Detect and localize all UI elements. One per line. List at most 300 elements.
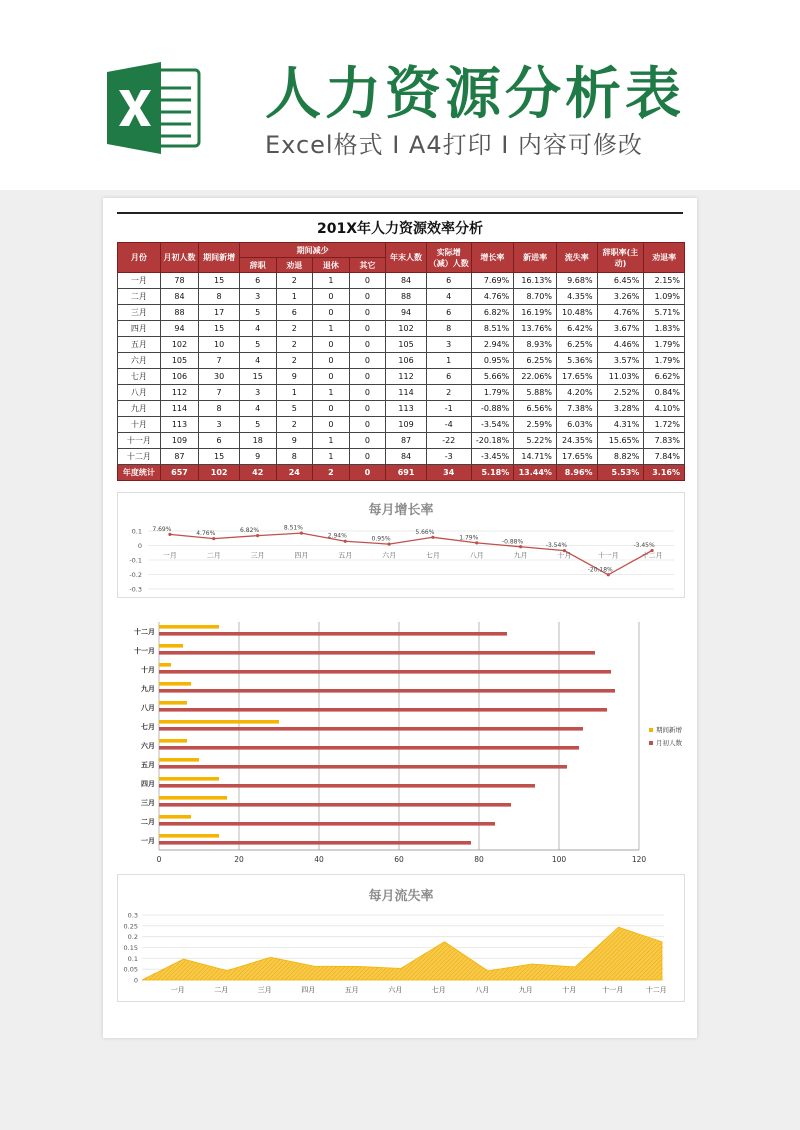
growth-point bbox=[519, 545, 522, 548]
total-cell: 2 bbox=[313, 465, 350, 481]
excel-logo-icon bbox=[103, 58, 203, 158]
table-cell: 1.09% bbox=[644, 289, 685, 305]
table-cell: 6.25% bbox=[514, 353, 557, 369]
table-cell: 4 bbox=[239, 401, 276, 417]
bar-chart-svg bbox=[117, 614, 683, 874]
table-cell: 1 bbox=[313, 321, 350, 337]
table-cell: 84 bbox=[160, 289, 199, 305]
x-tick-label: 二月 bbox=[214, 986, 229, 994]
table-cell: 30 bbox=[199, 369, 240, 385]
table-cell: 八月 bbox=[118, 385, 161, 401]
x-tick-label: 五月 bbox=[344, 986, 359, 994]
table-cell: 106 bbox=[386, 353, 427, 369]
table-cell: 2 bbox=[276, 321, 313, 337]
bar-new bbox=[159, 796, 227, 800]
y-tick-label: 0.2 bbox=[127, 933, 138, 942]
table-cell: 1.83% bbox=[644, 321, 685, 337]
growth-data-label: 8.51% bbox=[283, 524, 303, 532]
table-cell: 九月 bbox=[118, 401, 161, 417]
table-cell: 22.06% bbox=[514, 369, 557, 385]
total-cell: 42 bbox=[239, 465, 276, 481]
table-cell: 8 bbox=[426, 321, 471, 337]
legend-label: 期间新增 bbox=[656, 726, 682, 734]
table-cell: 15.65% bbox=[597, 433, 644, 449]
x-tick-label: 九月 bbox=[518, 986, 533, 994]
y-tick-label: 四月 bbox=[141, 780, 155, 788]
table-cell: 2 bbox=[276, 273, 313, 289]
header-resign: 辞职 bbox=[239, 258, 276, 273]
bar-start bbox=[159, 765, 567, 769]
table-cell: 9 bbox=[276, 433, 313, 449]
table-cell: 6.42% bbox=[556, 321, 597, 337]
table-cell: 2 bbox=[426, 385, 471, 401]
table-cell: 1.79% bbox=[471, 385, 514, 401]
y-tick-label: 十月 bbox=[141, 666, 155, 674]
spreadsheet-page bbox=[103, 198, 697, 1038]
growth-rate-chart bbox=[117, 492, 685, 598]
bar-new bbox=[159, 720, 279, 724]
growth-data-label: -20.18% bbox=[587, 566, 613, 574]
x-tick-label: 二月 bbox=[206, 551, 221, 560]
header-dismiss: 劝退 bbox=[276, 258, 313, 273]
y-tick-label: 0 bbox=[137, 542, 142, 550]
table-cell: -3.45% bbox=[471, 449, 514, 465]
table-cell: -1 bbox=[426, 401, 471, 417]
table-cell: 0 bbox=[313, 305, 350, 321]
y-tick-label: 九月 bbox=[141, 685, 155, 693]
table-cell: 8.93% bbox=[514, 337, 557, 353]
table-cell: 105 bbox=[160, 353, 199, 369]
table-cell: 78 bbox=[160, 273, 199, 289]
growth-point bbox=[431, 536, 434, 539]
header-growth: 增长率 bbox=[471, 243, 514, 273]
table-cell: 4.46% bbox=[597, 337, 644, 353]
y-tick-label: 0.15 bbox=[123, 944, 138, 952]
bar-start bbox=[159, 803, 511, 807]
table-cell: 5 bbox=[239, 337, 276, 353]
table-cell: 一月 bbox=[118, 273, 161, 289]
table-cell: 8 bbox=[276, 449, 313, 465]
table-cell: 0 bbox=[349, 433, 386, 449]
table-cell: 2.15% bbox=[644, 273, 685, 289]
table-row bbox=[118, 353, 685, 369]
table-cell: 三月 bbox=[118, 305, 161, 321]
table-cell: 0.95% bbox=[471, 353, 514, 369]
x-tick-label: 九月 bbox=[513, 551, 528, 560]
table-cell: 4.76% bbox=[597, 305, 644, 321]
table-cell: 15 bbox=[199, 449, 240, 465]
table-cell: 6 bbox=[426, 305, 471, 321]
growth-data-label: 6.82% bbox=[240, 527, 260, 535]
table-cell: 0 bbox=[313, 417, 350, 433]
table-cell: 7.38% bbox=[556, 401, 597, 417]
table-row bbox=[118, 401, 685, 417]
table-cell: 4 bbox=[239, 353, 276, 369]
x-tick-label: 十月 bbox=[562, 986, 577, 994]
table-cell: 0 bbox=[349, 337, 386, 353]
table-cell: 3.57% bbox=[597, 353, 644, 369]
table-cell: 8 bbox=[199, 401, 240, 417]
hr-efficiency-table bbox=[117, 242, 685, 481]
table-row bbox=[118, 321, 685, 337]
table-cell: -20.18% bbox=[471, 433, 514, 449]
y-tick-label: 0.25 bbox=[123, 922, 138, 931]
table-cell: 0 bbox=[313, 337, 350, 353]
total-cell: 657 bbox=[160, 465, 199, 481]
total-cell: 691 bbox=[386, 465, 427, 481]
header-newrate: 新进率 bbox=[514, 243, 557, 273]
table-cell: 十一月 bbox=[118, 433, 161, 449]
table-cell: -22 bbox=[426, 433, 471, 449]
x-tick-label: 十一月 bbox=[602, 986, 624, 994]
x-tick-label: 六月 bbox=[388, 986, 403, 994]
growth-point bbox=[475, 541, 478, 544]
table-cell: 102 bbox=[160, 337, 199, 353]
table-cell: 8.82% bbox=[597, 449, 644, 465]
table-cell: 114 bbox=[386, 385, 427, 401]
table-cell: 112 bbox=[160, 385, 199, 401]
page-subtitle: Excel格式 I A4打印 I 内容可修改 bbox=[265, 131, 643, 159]
table-cell: 87 bbox=[160, 449, 199, 465]
bar-start bbox=[159, 784, 535, 788]
bar-start bbox=[159, 822, 495, 826]
growth-data-label: 4.76% bbox=[196, 530, 216, 538]
table-cell: 102 bbox=[386, 321, 427, 337]
table-cell: 4 bbox=[239, 321, 276, 337]
bar-new bbox=[159, 644, 183, 648]
page-title: 人力资源分析表 bbox=[265, 62, 685, 127]
loss-rate-chart bbox=[117, 874, 685, 1002]
table-cell: 0.84% bbox=[644, 385, 685, 401]
bar-start bbox=[159, 689, 615, 693]
bar-new bbox=[159, 758, 199, 762]
growth-point bbox=[607, 573, 610, 576]
x-tick-label: 40 bbox=[314, 855, 324, 864]
table-cell: -3 bbox=[426, 449, 471, 465]
table-cell: 3 bbox=[426, 337, 471, 353]
table-cell: 5 bbox=[239, 417, 276, 433]
table-cell: 3 bbox=[199, 417, 240, 433]
table-cell: 7.69% bbox=[471, 273, 514, 289]
table-cell: 1.79% bbox=[644, 353, 685, 369]
y-tick-label: 一月 bbox=[141, 837, 155, 845]
table-cell: -0.88% bbox=[471, 401, 514, 417]
total-cell: 3.16% bbox=[644, 465, 685, 481]
table-cell: 0 bbox=[349, 305, 386, 321]
table-body bbox=[118, 273, 685, 481]
x-tick-label: 八月 bbox=[469, 551, 484, 560]
table-row bbox=[118, 385, 685, 401]
y-tick-label: 十二月 bbox=[134, 628, 155, 636]
table-cell: 88 bbox=[160, 305, 199, 321]
x-tick-label: 十月 bbox=[557, 551, 572, 560]
table-cell: 0 bbox=[349, 289, 386, 305]
total-cell: 5.53% bbox=[597, 465, 644, 481]
table-row bbox=[118, 337, 685, 353]
growth-data-label: 2.94% bbox=[327, 532, 347, 540]
x-tick-label: 八月 bbox=[475, 986, 490, 994]
table-cell: 4.10% bbox=[644, 401, 685, 417]
x-tick-label: 20 bbox=[234, 855, 244, 864]
table-cell: 1 bbox=[276, 289, 313, 305]
table-cell: 114 bbox=[160, 401, 199, 417]
table-cell: 6 bbox=[276, 305, 313, 321]
growth-data-label: -0.88% bbox=[501, 538, 524, 546]
table-cell: 4.35% bbox=[556, 289, 597, 305]
table-cell: 9 bbox=[276, 369, 313, 385]
table-cell: 3 bbox=[239, 289, 276, 305]
y-tick-label: 0.3 bbox=[127, 911, 138, 920]
table-cell: 0 bbox=[349, 417, 386, 433]
x-tick-label: 十二月 bbox=[645, 986, 667, 994]
x-tick-label: 三月 bbox=[250, 551, 265, 560]
table-cell: 6.25% bbox=[556, 337, 597, 353]
table-cell: 4.76% bbox=[471, 289, 514, 305]
table-cell: 94 bbox=[160, 321, 199, 337]
header-other: 其它 bbox=[349, 258, 386, 273]
header-resignrate: 辞职率(主动) bbox=[597, 243, 644, 273]
table-cell: 15 bbox=[199, 321, 240, 337]
growth-data-label: 0.95% bbox=[371, 535, 391, 543]
x-tick-label: 十一月 bbox=[597, 551, 619, 560]
x-tick-label: 120 bbox=[631, 855, 647, 864]
table-cell: 5.22% bbox=[514, 433, 557, 449]
table-cell: 109 bbox=[386, 417, 427, 433]
table-cell: 五月 bbox=[118, 337, 161, 353]
growth-point bbox=[387, 543, 390, 546]
header-month: 月份 bbox=[118, 243, 161, 273]
table-cell: 7.83% bbox=[644, 433, 685, 449]
bar-start bbox=[159, 632, 507, 636]
total-cell: 年度统计 bbox=[118, 465, 161, 481]
table-cell: 6.45% bbox=[597, 273, 644, 289]
x-tick-label: 七月 bbox=[425, 551, 440, 560]
total-cell: 5.18% bbox=[471, 465, 514, 481]
table-cell: 8.51% bbox=[471, 321, 514, 337]
x-tick-label: 一月 bbox=[162, 551, 177, 560]
total-cell: 13.44% bbox=[514, 465, 557, 481]
table-cell: 六月 bbox=[118, 353, 161, 369]
x-tick-label: 0 bbox=[156, 855, 162, 864]
table-cell: 94 bbox=[386, 305, 427, 321]
growth-data-label: 1.79% bbox=[459, 534, 479, 542]
table-cell: 1 bbox=[313, 273, 350, 289]
table-cell: 1 bbox=[426, 353, 471, 369]
y-tick-label: 0 bbox=[133, 976, 138, 985]
table-cell: 3.26% bbox=[597, 289, 644, 305]
y-tick-label: 十一月 bbox=[134, 647, 155, 655]
y-tick-label: 五月 bbox=[141, 761, 155, 769]
x-tick-label: 80 bbox=[474, 855, 484, 864]
table-cell: 16.19% bbox=[514, 305, 557, 321]
table-cell: 14.71% bbox=[514, 449, 557, 465]
table-cell: 10 bbox=[199, 337, 240, 353]
y-tick-label: 三月 bbox=[141, 799, 155, 807]
table-row bbox=[118, 417, 685, 433]
table-cell: 0 bbox=[349, 385, 386, 401]
header-loss: 流失率 bbox=[556, 243, 597, 273]
total-cell: 102 bbox=[199, 465, 240, 481]
table-cell: 2.59% bbox=[514, 417, 557, 433]
bar-new bbox=[159, 739, 187, 743]
bar-new bbox=[159, 625, 219, 629]
table-cell: 5.88% bbox=[514, 385, 557, 401]
total-cell: 0 bbox=[349, 465, 386, 481]
table-cell: 5 bbox=[239, 305, 276, 321]
table-cell: 6 bbox=[426, 369, 471, 385]
table-cell: 6 bbox=[426, 273, 471, 289]
table-cell: 5.71% bbox=[644, 305, 685, 321]
table-cell: 84 bbox=[386, 273, 427, 289]
table-cell: 0 bbox=[349, 321, 386, 337]
table-cell: 6 bbox=[239, 273, 276, 289]
legend-swatch bbox=[649, 728, 653, 732]
table-cell: 24.35% bbox=[556, 433, 597, 449]
table-cell: 15 bbox=[239, 369, 276, 385]
table-cell: 13.76% bbox=[514, 321, 557, 337]
bar-start bbox=[159, 841, 471, 845]
x-tick-label: 七月 bbox=[431, 986, 446, 994]
header-dismissrate: 劝退率 bbox=[644, 243, 685, 273]
table-cell: 6.03% bbox=[556, 417, 597, 433]
table-cell: 2 bbox=[276, 337, 313, 353]
table-cell: 6.62% bbox=[644, 369, 685, 385]
headcount-bar-chart bbox=[117, 614, 683, 874]
table-cell: 5.36% bbox=[556, 353, 597, 369]
table-row bbox=[118, 305, 685, 321]
bar-new bbox=[159, 777, 219, 781]
growth-point bbox=[168, 533, 171, 536]
table-cell: 4.20% bbox=[556, 385, 597, 401]
table-cell: 0 bbox=[349, 353, 386, 369]
table-cell: 3.28% bbox=[597, 401, 644, 417]
y-tick-label: 0.1 bbox=[127, 954, 138, 963]
table-cell: 5.66% bbox=[471, 369, 514, 385]
table-cell: 17.65% bbox=[556, 449, 597, 465]
table-cell: 十月 bbox=[118, 417, 161, 433]
table-cell: 15 bbox=[199, 273, 240, 289]
table-cell: 17.65% bbox=[556, 369, 597, 385]
header-net: 实际增（减）人数 bbox=[426, 243, 471, 273]
bar-new bbox=[159, 815, 191, 819]
growth-point bbox=[256, 534, 259, 537]
table-cell: 88 bbox=[386, 289, 427, 305]
table-cell: 0 bbox=[349, 369, 386, 385]
bar-start bbox=[159, 727, 583, 731]
table-cell: 7 bbox=[199, 385, 240, 401]
table-cell: 2.94% bbox=[471, 337, 514, 353]
growth-data-label: -3.54% bbox=[545, 542, 568, 550]
sheet-title: 201X年人力资源效率分析 bbox=[117, 212, 683, 238]
table-cell: 106 bbox=[160, 369, 199, 385]
y-tick-label: 0.05 bbox=[123, 965, 138, 974]
table-cell: 1 bbox=[276, 385, 313, 401]
table-cell: -3.54% bbox=[471, 417, 514, 433]
growth-data-label: -3.45% bbox=[633, 542, 655, 550]
y-tick-label: 0.1 bbox=[131, 527, 142, 536]
header-new: 期间新增 bbox=[199, 243, 240, 273]
table-cell: 二月 bbox=[118, 289, 161, 305]
table-cell: 0 bbox=[349, 401, 386, 417]
table-row bbox=[118, 289, 685, 305]
x-tick-label: 100 bbox=[551, 855, 567, 864]
table-cell: 0 bbox=[349, 449, 386, 465]
table-cell: 87 bbox=[386, 433, 427, 449]
table-cell: 四月 bbox=[118, 321, 161, 337]
table-cell: 6.56% bbox=[514, 401, 557, 417]
header-start: 月初人数 bbox=[160, 243, 199, 273]
table-cell: 0 bbox=[313, 401, 350, 417]
table-cell: 1 bbox=[313, 385, 350, 401]
bar-new bbox=[159, 663, 171, 667]
table-cell: 17 bbox=[199, 305, 240, 321]
table-cell: 7.84% bbox=[644, 449, 685, 465]
table-cell: 18 bbox=[239, 433, 276, 449]
y-tick-label: 八月 bbox=[141, 704, 155, 712]
bar-new bbox=[159, 701, 187, 705]
total-cell: 8.96% bbox=[556, 465, 597, 481]
table-cell: 6 bbox=[199, 433, 240, 449]
x-tick-label: 六月 bbox=[382, 551, 397, 560]
table-cell: 11.03% bbox=[597, 369, 644, 385]
table-cell: 7 bbox=[199, 353, 240, 369]
x-tick-label: 四月 bbox=[294, 551, 309, 560]
table-cell: 1.79% bbox=[644, 337, 685, 353]
total-cell: 34 bbox=[426, 465, 471, 481]
bar-start bbox=[159, 708, 607, 712]
loss-chart-title: 每月流失率 bbox=[368, 889, 434, 904]
table-cell: 1 bbox=[313, 449, 350, 465]
growth-data-label: 5.66% bbox=[415, 528, 435, 536]
table-cell: 0 bbox=[313, 369, 350, 385]
growth-chart-title: 每月增长率 bbox=[368, 503, 434, 518]
table-cell: 6.82% bbox=[471, 305, 514, 321]
x-tick-label: 三月 bbox=[257, 986, 272, 994]
y-tick-label: 七月 bbox=[141, 723, 155, 731]
table-cell: 4.31% bbox=[597, 417, 644, 433]
table-cell: -4 bbox=[426, 417, 471, 433]
header-end: 年末人数 bbox=[386, 243, 427, 273]
table-cell: 113 bbox=[386, 401, 427, 417]
hero-banner bbox=[0, 0, 800, 190]
legend-label: 月初人数 bbox=[656, 739, 682, 747]
y-tick-label: -0.1 bbox=[129, 556, 142, 565]
table-cell: 十二月 bbox=[118, 449, 161, 465]
table-cell: 8.70% bbox=[514, 289, 557, 305]
y-tick-label: -0.3 bbox=[129, 585, 142, 594]
growth-series-line bbox=[170, 533, 652, 575]
y-tick-label: 二月 bbox=[141, 818, 155, 826]
table-cell: 112 bbox=[386, 369, 427, 385]
table-cell: 0 bbox=[313, 353, 350, 369]
growth-point bbox=[344, 540, 347, 543]
loss-area bbox=[142, 927, 662, 980]
table-cell: 16.13% bbox=[514, 273, 557, 289]
table-cell: 109 bbox=[160, 433, 199, 449]
bar-start bbox=[159, 651, 595, 655]
table-cell: 8 bbox=[199, 289, 240, 305]
table-cell: 5 bbox=[276, 401, 313, 417]
table-cell: 七月 bbox=[118, 369, 161, 385]
header-retire: 退休 bbox=[313, 258, 350, 273]
table-cell: 0 bbox=[349, 273, 386, 289]
y-tick-label: 六月 bbox=[141, 742, 155, 750]
x-tick-label: 十二月 bbox=[641, 551, 663, 560]
table-cell: 105 bbox=[386, 337, 427, 353]
table-cell: 0 bbox=[313, 289, 350, 305]
table-row bbox=[118, 449, 685, 465]
growth-data-label: 7.69% bbox=[152, 525, 172, 533]
